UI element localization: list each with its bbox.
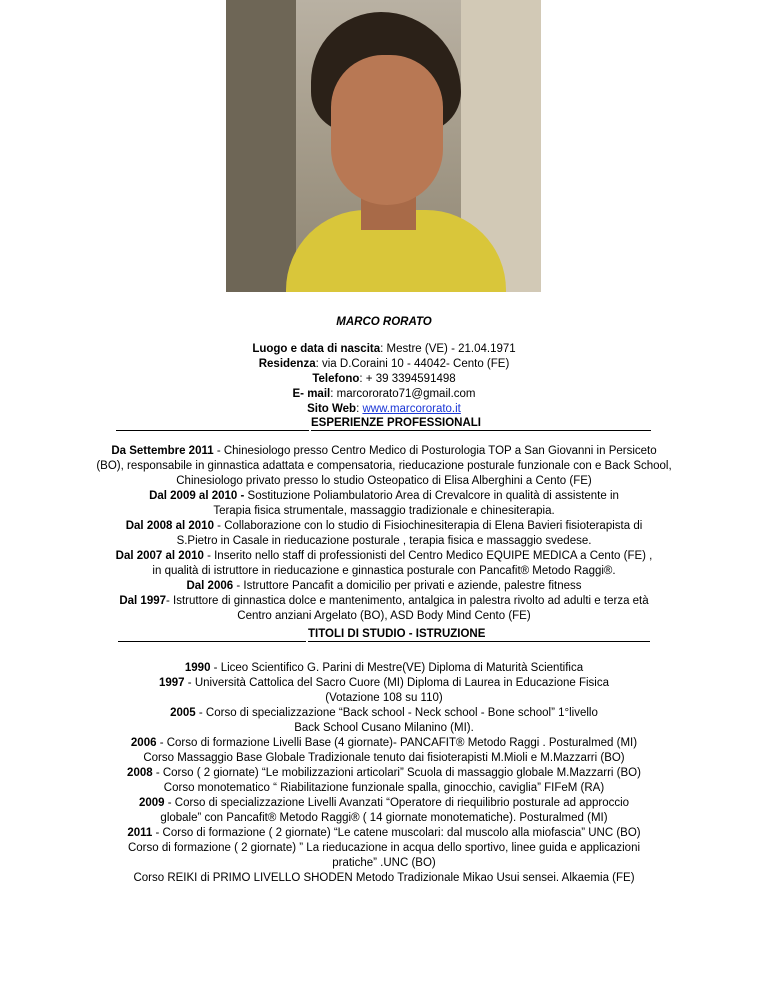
- profile-photo: [226, 0, 541, 292]
- list-item: Dal 1997- Istruttore di ginnastica dolce e mantenimento, antalgica in palestra rivolto ad adulti e terza età: [119, 595, 649, 607]
- list-item: Corso monotematico “ Riabilitazione funzionale spalla, ginocchio, caviglia” FIFeM (RA): [163, 782, 605, 794]
- website-line: Sito Web: www.marcororato.it: [307, 403, 461, 415]
- list-item: 2005 - Corso di specializzazione “Back school - Neck school - Bone school” 1°livello: [170, 707, 598, 719]
- list-item: 2011 - Corso di formazione ( 2 giornate) “Le catene muscolari: dal muscolo alla miofascia” UNC (BO): [127, 827, 641, 839]
- section-rule-left: [116, 430, 309, 431]
- phone-line: Telefono: + 39 3394591498: [312, 373, 456, 385]
- list-item: Corso di formazione ( 2 giornate) ” La rieducazione in acqua dello sportivo, linee guida e applicazioni: [127, 842, 641, 854]
- list-item: in qualità di istruttore in rieducazione e ginnastica posturale con Pancafit® Metodo Raggi®.: [152, 565, 616, 577]
- list-item: Chinesiologo privato presso lo studio Osteopatico di Elisa Alberghini a Cento (FE): [176, 475, 592, 487]
- section-rule-right: [308, 641, 650, 642]
- list-item: (Votazione 108 su 110): [325, 692, 443, 704]
- list-item: S.Pietro in Casale in rieducazione posturale , terapia fisica e massaggio svedese.: [176, 535, 592, 547]
- list-item: pratiche” .UNC (BO): [332, 857, 436, 869]
- list-item: globale” con Pancafit® Metodo Raggi® ( 14 giornate monotematiche). Posturalmed (MI): [160, 812, 608, 824]
- list-item: Dal 2007 al 2010 - Inserito nello staff di professionisti del Centro Medico EQUIPE MEDICA a Cento (FE) ,: [115, 550, 653, 562]
- list-item: Da Settembre 2011 - Chinesiologo presso Centro Medico di Posturologia TOP a San Giovanni in Persiceto: [111, 445, 657, 457]
- titoli-list: [0, 661, 768, 886]
- list-item: 2009 - Corso di specializzazione Livelli Avanzati “Operatore di riequilibrio posturale ad approccio: [138, 797, 630, 809]
- email-line: E- mail: marcororato71@gmail.com: [292, 388, 476, 400]
- section-title-titoli: TITOLI DI STUDIO - ISTRUZIONE: [308, 628, 486, 640]
- list-item: Dal 2008 al 2010 - Collaborazione con lo studio di Fisiochinesiterapia di Elena Bavieri fisioterapista di: [125, 520, 643, 532]
- list-item: 2008 - Corso ( 2 giornate) “Le mobilizzazioni articolari” Scuola di massaggio globale M.Mazzarri (BO): [127, 767, 641, 779]
- person-name: MARCO RORATO: [336, 316, 432, 328]
- list-item: Dal 2006 - Istruttore Pancafit a domicilio per privati e aziende, palestre fitness: [186, 580, 582, 592]
- list-item: 1990 - Liceo Scientifico G. Parini di Mestre(VE) Diploma di Maturità Scientifica: [184, 662, 584, 674]
- list-item: Terapia fisica strumentale, massaggio tradizionale e chinesiterapia.: [213, 505, 555, 517]
- website-link[interactable]: www.marcororato.it: [362, 403, 461, 415]
- list-item: Corso Massaggio Base Globale Tradizionale tenuto dai fisioterapisti M.Mioli e M.Mazzarri (BO): [143, 752, 625, 764]
- section-rule-left: [118, 641, 306, 642]
- list-item: Back School Cusano Milanino (MI).: [294, 722, 474, 734]
- list-item: Centro anziani Argelato (BO), ASD Body Mind Cento (FE): [237, 610, 531, 622]
- birth-line: Luogo e data di nascita: Mestre (VE) - 21.04.1971: [252, 343, 516, 355]
- section-title-esperienze: ESPERIENZE PROFESSIONALI: [311, 417, 481, 429]
- residence-line: Residenza: via D.Coraini 10 - 44042- Cento (FE): [258, 358, 510, 370]
- list-item: (BO), responsabile in ginnastica adattata e compensatoria, rieducazione posturale funzionale con e Back School,: [96, 460, 672, 472]
- list-item: Corso REIKI di PRIMO LIVELLO SHODEN Metodo Tradizionale Mikao Usui sensei. Alkaemia (FE): [133, 872, 635, 884]
- section-rule-right: [311, 430, 651, 431]
- list-item: 2006 - Corso di formazione Livelli Base (4 giornate)- PANCAFIT® Metodo Raggi . Posturalmed (MI): [130, 737, 638, 749]
- personal-info: [0, 342, 768, 417]
- list-item: 1997 - Università Cattolica del Sacro Cuore (MI) Diploma di Laurea in Educazione Fisica: [159, 677, 609, 689]
- list-item: Dal 2009 al 2010 - Sostituzione Poliambulatorio Area di Crevalcore in qualità di assistente in: [149, 490, 619, 502]
- esperienze-list: [0, 444, 768, 624]
